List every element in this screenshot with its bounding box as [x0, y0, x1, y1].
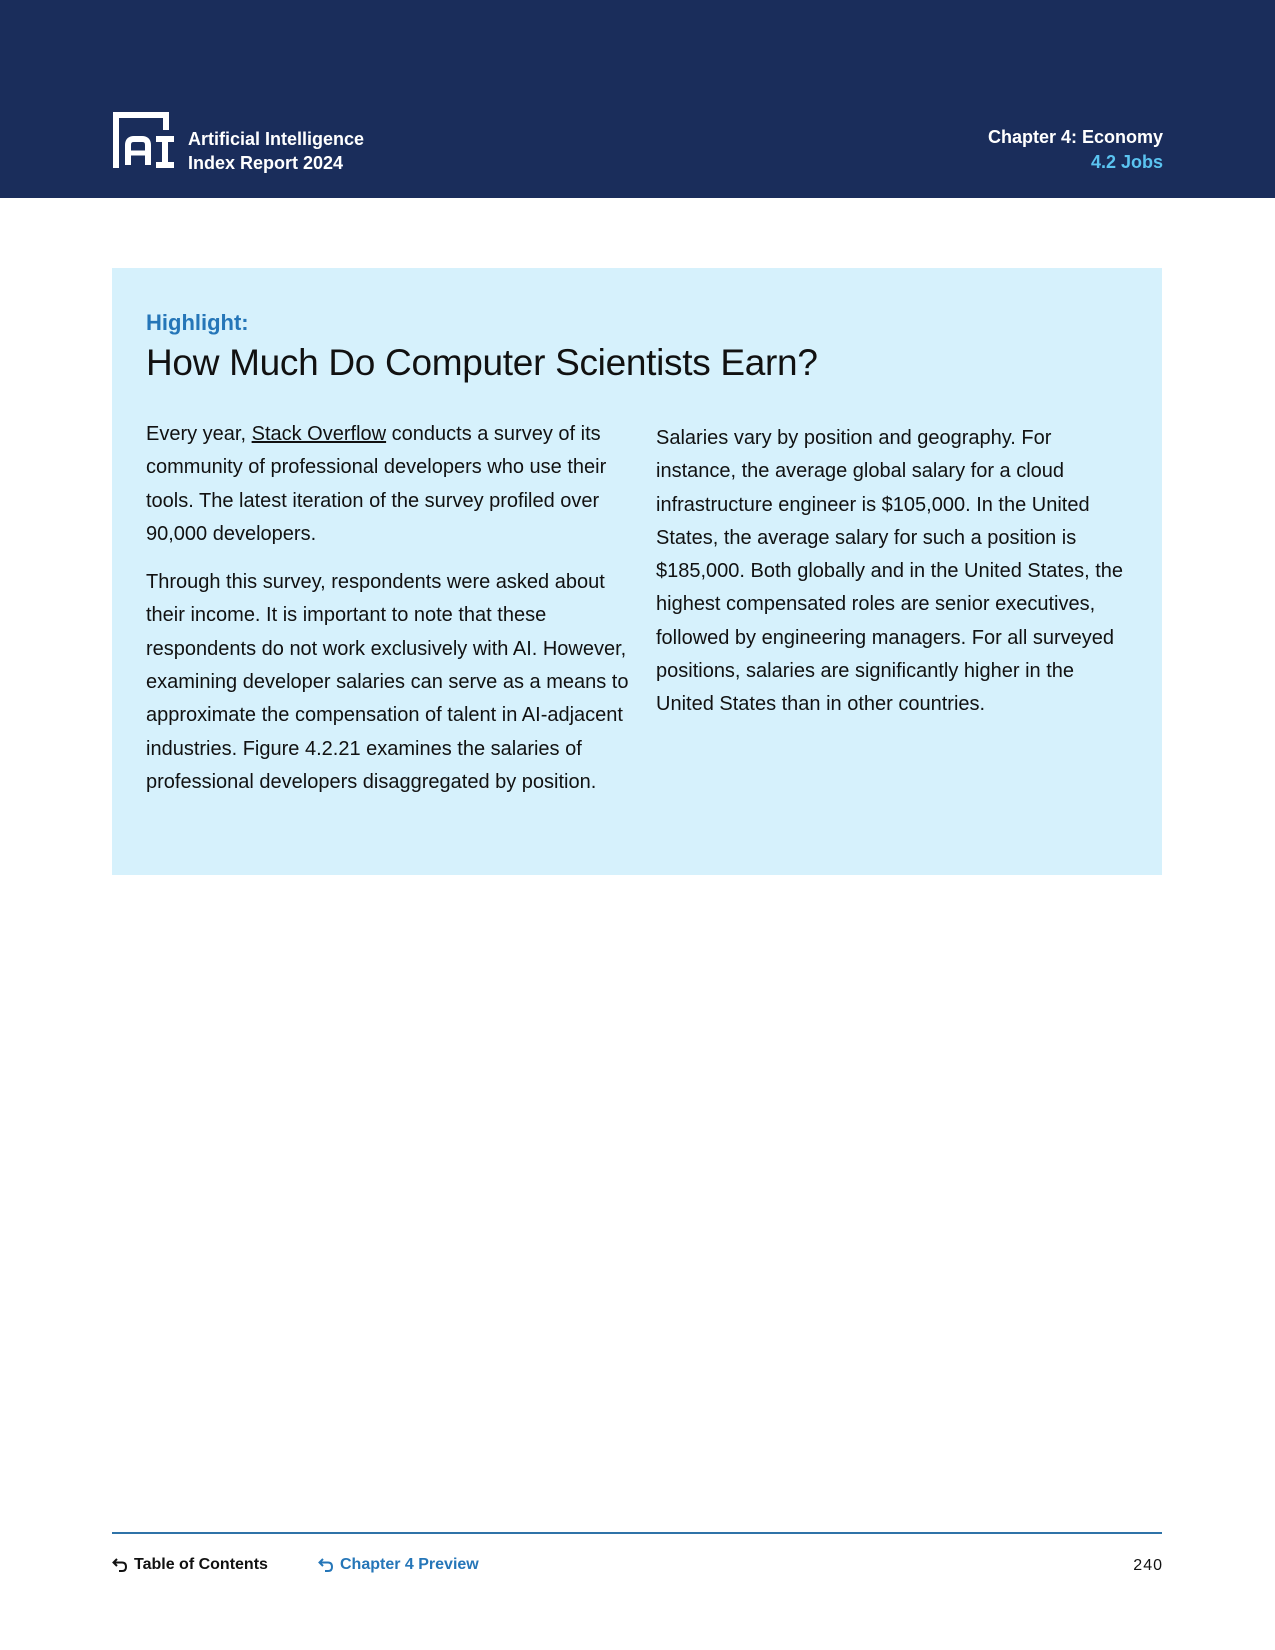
- chapter-preview-link[interactable]: [318, 1556, 479, 1574]
- report-brand: [188, 127, 364, 175]
- preview-label: Chapter 4 Preview: [340, 1556, 479, 1573]
- chapter-title: Chapter 4: Economy: [987, 127, 1163, 147]
- left-paragraph-2: Through this survey, respondents were asked about their income. It is important to note that these respondents do not work exclusively with AI. However, examining developer salaries can serve as a means to approximate the compensation of talent in AI-adjacent industries. Figure 4.2.21 examines the salaries of professional developers disaggregated by position.: [146, 571, 629, 793]
- chapter-heading: [988, 125, 1163, 175]
- left-p1-before: Every year,: [146, 423, 252, 445]
- page-header: [0, 0, 1275, 198]
- brand-line-1: Artificial Intelligence: [188, 129, 365, 149]
- ai-index-logo-icon: [112, 111, 176, 169]
- highlight-label: Highlight:: [146, 310, 249, 335]
- table-of-contents-link[interactable]: [112, 1556, 268, 1574]
- toc-label: Table of Contents: [134, 1556, 268, 1573]
- page-number: 240: [1133, 1557, 1163, 1574]
- return-arrow-icon: [318, 1557, 334, 1573]
- footer-divider: [112, 1532, 1162, 1534]
- stack-overflow-link[interactable]: Stack Overflow: [251, 423, 387, 445]
- left-paragraph-1: [146, 418, 632, 551]
- left-p1-after: conducts a survey of its community of professional developers who use their tools. The latest iteration of the survey profiled over 90,000 developers.: [146, 423, 607, 545]
- brand-line-2: Index Report 2024: [188, 153, 344, 173]
- highlight-title: How Much Do Computer Scientists Earn?: [146, 342, 818, 383]
- right-column: [656, 422, 1136, 737]
- right-paragraph-1: Salaries vary by position and geography. For instance, the average global salary for a cloud infrastructure engineer is $105,000. In the United States, the average salary for such a position is $185,000. Both globally and in the United States, the highest compensated roles are senior executives, followed by engineering managers. For all surveyed positions, salaries are significantly higher in the United States than in other countries.: [656, 427, 1124, 716]
- left-column: [146, 418, 632, 814]
- return-arrow-icon: [112, 1557, 128, 1573]
- highlight-box: [112, 268, 1162, 875]
- section-title: 4.2 Jobs: [1090, 152, 1163, 172]
